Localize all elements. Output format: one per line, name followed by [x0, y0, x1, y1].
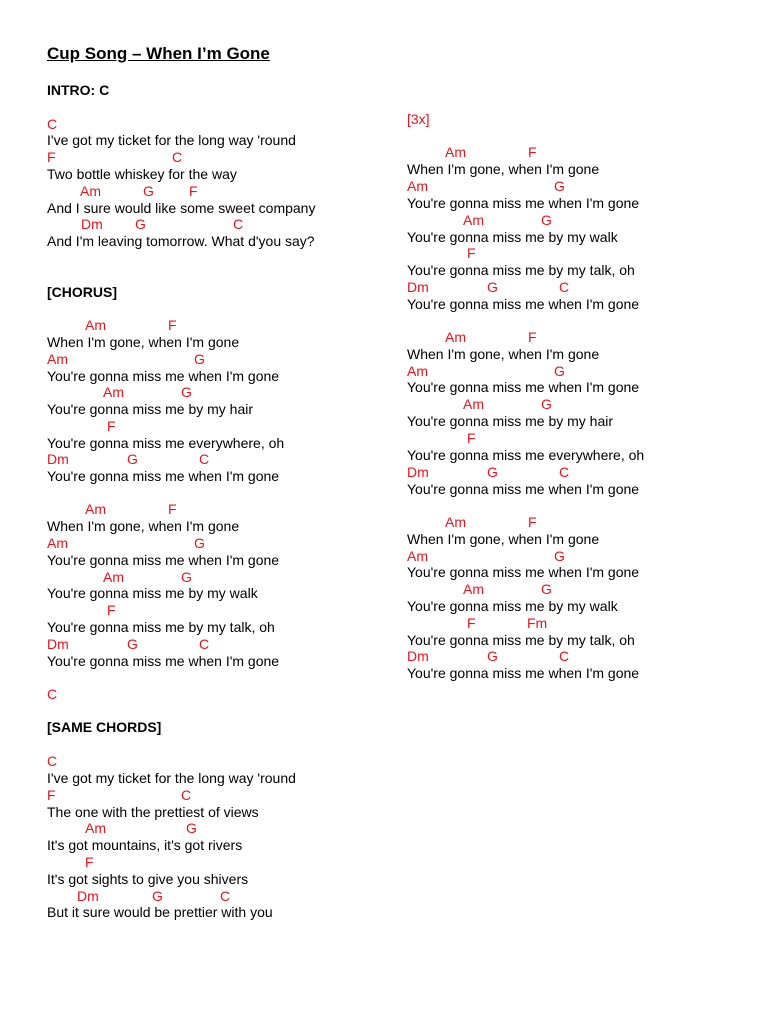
chord: Dm — [77, 888, 99, 904]
chord: F — [528, 329, 537, 345]
chord: F — [168, 317, 177, 333]
lyric-line: You're gonna miss me by my talk, oh — [407, 632, 635, 648]
chord-line — [47, 317, 387, 333]
chord: Am — [445, 144, 466, 160]
chord-line — [407, 396, 747, 412]
chord: Am — [445, 329, 466, 345]
chord: Am — [445, 514, 466, 530]
chord-line — [47, 384, 387, 400]
chord-line — [407, 464, 747, 480]
chord: F — [107, 602, 116, 618]
lyric-line: It's got mountains, it's got rivers — [47, 837, 243, 853]
chord: F — [467, 615, 476, 631]
lyric-line: You're gonna miss me when I'm gone — [407, 665, 640, 681]
chord-line — [47, 787, 387, 803]
chord: G — [541, 396, 552, 412]
lyric-line: You're gonna miss me by my walk — [407, 598, 618, 614]
intro-label: INTRO: C — [47, 82, 110, 98]
chord: F — [47, 149, 56, 165]
lyric-line: You're gonna miss me by my walk — [47, 585, 258, 601]
chord: G — [554, 178, 565, 194]
chord: G — [143, 183, 154, 199]
lyric-line: And I sure would like some sweet company — [47, 200, 316, 216]
chord: F — [528, 514, 537, 530]
chord: G — [194, 535, 205, 551]
lyric-line: When I'm gone, when I'm gone — [407, 161, 600, 177]
chord-line — [407, 279, 747, 295]
chord: F — [168, 501, 177, 517]
chord-line — [47, 569, 387, 585]
chord: G — [487, 279, 498, 295]
chord: C — [559, 464, 570, 480]
chord-line — [407, 548, 747, 564]
chord: Dm — [407, 279, 429, 295]
lyric-line: When I'm gone, when I'm gone — [47, 334, 240, 350]
chord: Am — [103, 384, 124, 400]
chord: Dm — [407, 464, 429, 480]
chord-line — [407, 363, 747, 379]
chord: Am — [85, 820, 106, 836]
lyric-line: You're gonna miss me everywhere, oh — [47, 435, 285, 451]
chord: C — [172, 149, 183, 165]
chord: G — [181, 569, 192, 585]
chord: G — [554, 548, 565, 564]
chord-line — [407, 178, 747, 194]
lyric-line: When I'm gone, when I'm gone — [407, 531, 600, 547]
chord: G — [135, 216, 146, 232]
lyric-line: You're gonna miss me by my talk, oh — [407, 262, 635, 278]
chord-line — [407, 514, 747, 530]
chord: G — [194, 351, 205, 367]
solo-chord: C — [47, 686, 58, 702]
chord-line — [407, 615, 747, 631]
lyric-line: The one with the prettiest of views — [47, 804, 259, 820]
chord: G — [487, 464, 498, 480]
chord: F — [47, 787, 56, 803]
lyric-line: You're gonna miss me when I'm gone — [407, 481, 640, 497]
chord: C — [559, 648, 570, 664]
chord: Am — [103, 569, 124, 585]
chord: F — [85, 854, 94, 870]
chord: C — [47, 753, 58, 769]
chord: Am — [47, 535, 68, 551]
lyric-line: You're gonna miss me when I'm gone — [47, 468, 280, 484]
chord-line — [47, 351, 387, 367]
chord-line — [407, 648, 747, 664]
lyric-line: You're gonna miss me by my hair — [47, 401, 254, 417]
lyric-line: You're gonna miss me by my hair — [407, 413, 614, 429]
chord: F — [107, 418, 116, 434]
chord-line — [407, 144, 747, 160]
chord: G — [554, 363, 565, 379]
chord: Am — [407, 178, 428, 194]
lyric-line: And I'm leaving tomorrow. What d'you say? — [47, 233, 315, 249]
chord-line — [47, 636, 387, 652]
chord: F — [467, 430, 476, 446]
lyric-line: You're gonna miss me when I'm gone — [407, 379, 640, 395]
lyric-line: You're gonna miss me when I'm gone — [407, 564, 640, 580]
chord: Dm — [81, 216, 103, 232]
chord: G — [152, 888, 163, 904]
chord-line — [407, 430, 747, 446]
chord-line — [407, 581, 747, 597]
chord: Am — [407, 548, 428, 564]
lyric-line: When I'm gone, when I'm gone — [47, 518, 240, 534]
chord: Am — [85, 501, 106, 517]
lyric-line: You're gonna miss me when I'm gone — [407, 296, 640, 312]
lyric-line: You're gonna miss me by my walk — [407, 229, 618, 245]
chord-line — [47, 149, 387, 165]
chord: G — [487, 648, 498, 664]
chord: Am — [463, 396, 484, 412]
chord: G — [541, 212, 552, 228]
chord: C — [199, 451, 210, 467]
lyric-line: It's got sights to give you shivers — [47, 871, 249, 887]
chord: F — [189, 183, 198, 199]
chord: Fm — [527, 615, 548, 631]
chord-line — [47, 183, 387, 199]
chord-line — [47, 451, 387, 467]
chord-line — [47, 854, 387, 870]
chord-line — [47, 501, 387, 517]
chord-line — [407, 245, 747, 261]
lyric-line: But it sure would be prettier with you — [47, 904, 273, 920]
chord: C — [199, 636, 210, 652]
chord: C — [181, 787, 192, 803]
chord-line — [47, 602, 387, 618]
lyric-line: I've got my ticket for the long way 'round — [47, 132, 296, 148]
lyric-line: You're gonna miss me everywhere, oh — [407, 447, 645, 463]
chord: Dm — [47, 451, 69, 467]
chord-line — [407, 212, 747, 228]
chord: Am — [80, 183, 101, 199]
chorus-label: [CHORUS] — [47, 284, 117, 300]
lyric-line: You're gonna miss me when I'm gone — [47, 552, 280, 568]
chord-line — [47, 216, 387, 232]
lyric-line: You're gonna miss me when I'm gone — [47, 368, 280, 384]
chord-line — [407, 329, 747, 345]
chord-line — [47, 753, 387, 769]
lyric-line: You're gonna miss me by my talk, oh — [47, 619, 275, 635]
chord: C — [220, 888, 231, 904]
song-title: Cup Song – When I’m Gone — [47, 44, 270, 63]
chord: G — [186, 820, 197, 836]
same-chords-label: [SAME CHORDS] — [47, 719, 162, 735]
chord: C — [47, 116, 58, 132]
chord-line — [47, 535, 387, 551]
chord: G — [541, 581, 552, 597]
chord: G — [127, 451, 138, 467]
chord: Am — [85, 317, 106, 333]
lyric-line: When I'm gone, when I'm gone — [407, 346, 600, 362]
chord: C — [233, 216, 244, 232]
chord: Am — [407, 363, 428, 379]
chord: Am — [463, 581, 484, 597]
chord: Dm — [47, 636, 69, 652]
chord: G — [181, 384, 192, 400]
chord: G — [127, 636, 138, 652]
chord-line — [47, 820, 387, 836]
chord-line — [47, 888, 387, 904]
chord: C — [559, 279, 570, 295]
chord-line — [47, 418, 387, 434]
chord: Am — [47, 351, 68, 367]
lyric-line: You're gonna miss me when I'm gone — [407, 195, 640, 211]
chord: F — [467, 245, 476, 261]
chord: F — [528, 144, 537, 160]
repeat-marker: [3x] — [407, 111, 430, 127]
chord: Dm — [407, 648, 429, 664]
chord-line — [47, 116, 387, 132]
lyric-line: Two bottle whiskey for the way — [47, 166, 237, 182]
lyric-line: I've got my ticket for the long way 'round — [47, 770, 296, 786]
chord: Am — [463, 212, 484, 228]
lyric-line: You're gonna miss me when I'm gone — [47, 653, 280, 669]
